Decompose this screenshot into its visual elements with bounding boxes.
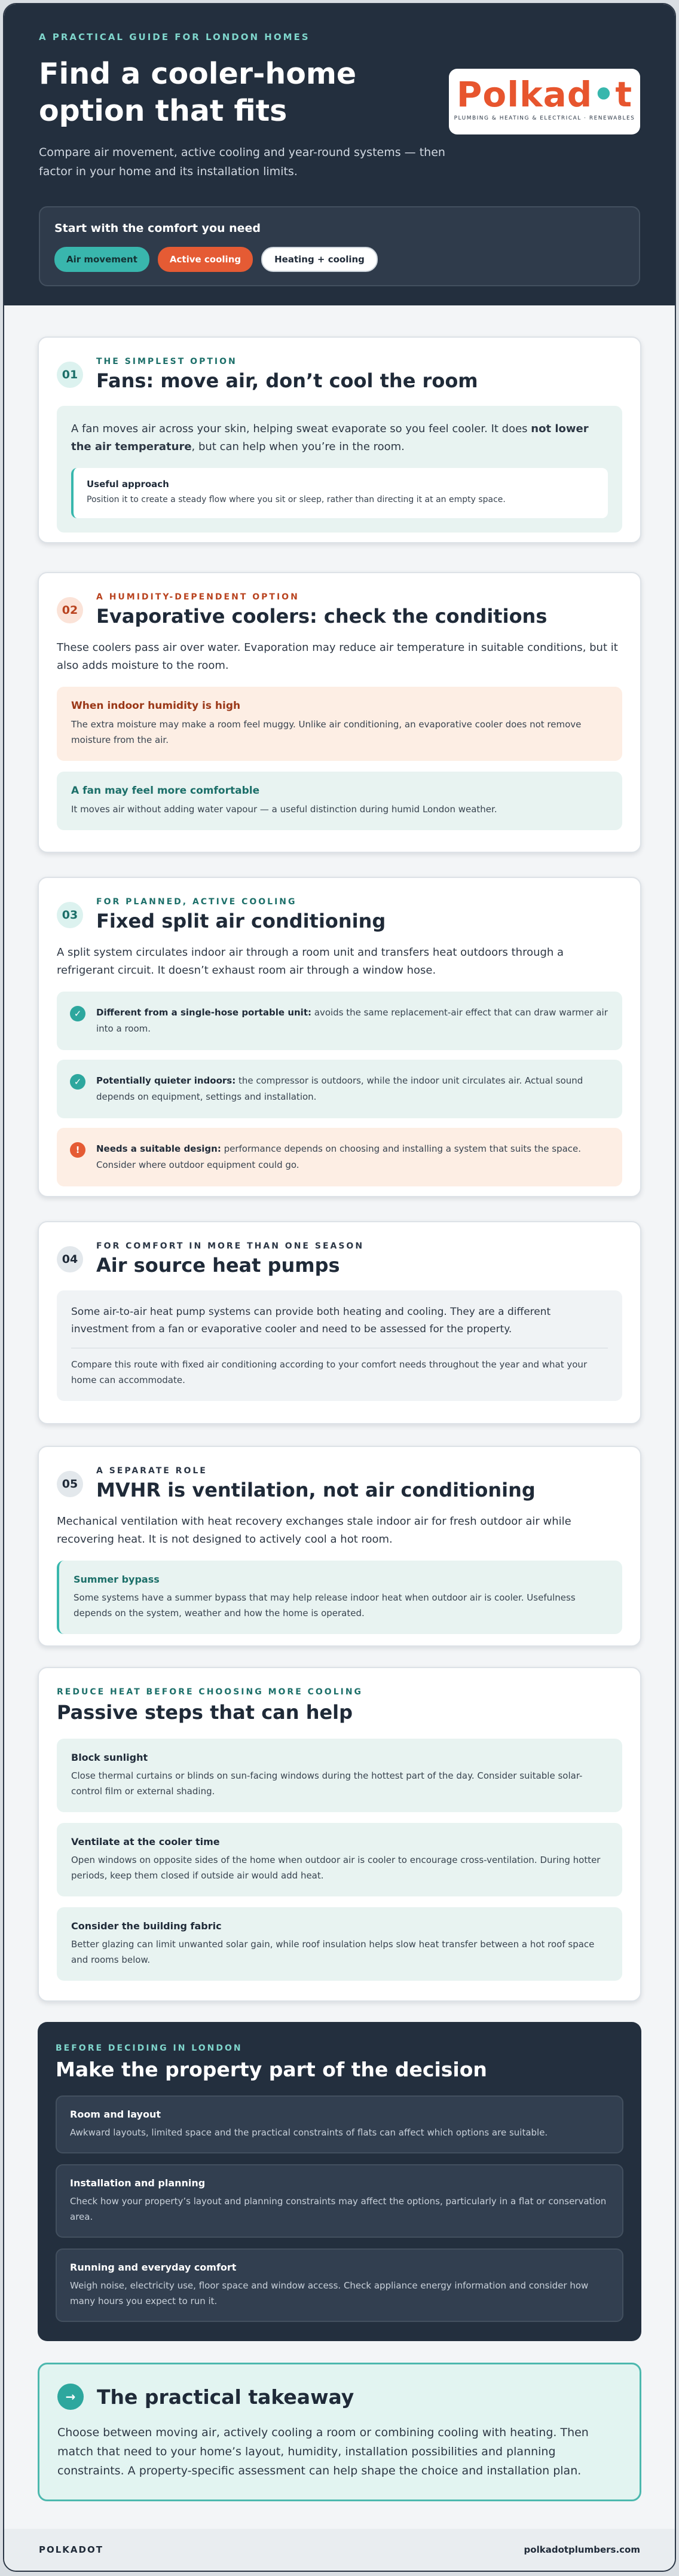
evap-alt-box [57, 772, 622, 830]
arrow-right-icon: → [57, 2384, 84, 2410]
card-london-decision [38, 2022, 641, 2341]
step-number: 04 [57, 1246, 83, 1272]
heatpump-divider [71, 1348, 608, 1388]
comfort-selector [39, 206, 640, 286]
card-passive-steps [38, 1667, 641, 2002]
item-title: Block sunlight [71, 1752, 148, 1763]
item-text: Awkward layouts, limited space and the practical constraints of flats can affect which options are suitable. [70, 2127, 548, 2138]
item-text: Check how your property’s layout and planning constraints may affect the options, particularly in a flat or conservation area. [70, 2196, 607, 2222]
step-number: 01 [57, 362, 83, 388]
card-eyebrow: FOR PLANNED, ACTIVE COOLING [96, 897, 297, 907]
item-text: Open windows on opposite sides of the home when outdoor air is cooler to encourage cross-ventilation. During hotter periods, keep them closed if outside air would add heat. [71, 1855, 601, 1881]
warning-title: When indoor humidity is high [71, 700, 241, 712]
card-title: Passive steps that can help [57, 1701, 353, 1724]
card-takeaway [38, 2363, 641, 2501]
london-item [56, 2095, 623, 2153]
step-number: 05 [57, 1471, 83, 1497]
logo-dot-icon: • [592, 74, 616, 115]
tip-text: Position it to create a steady flow where you sit or sleep, rather than directing it at an empty space. [87, 495, 506, 504]
card-split-ac [38, 877, 641, 1197]
split-intro: A split system circulates indoor air through a room unit and transfers heat outdoors through a refrigerant circuit. It doesn’t exhaust room air through a window hose. [57, 946, 564, 977]
polkadot-logo[interactable] [449, 69, 640, 134]
step-number: 03 [57, 902, 83, 928]
card-title: Fixed split air conditioning [96, 910, 386, 932]
heatpump-text: Some air-to-air heat pump systems can provide both heating and cooling. They are a different investment from a fan or evaporative cooler and need to be assessed for the property. [71, 1306, 551, 1335]
evap-intro: These coolers pass air over water. Evaporation may reduce air temperature in suitable conditions, but it also adds moisture to the room. [57, 641, 618, 672]
logo-tagline: PLUMBING & HEATING & ELECTRICAL · RENEWABLES [454, 115, 635, 121]
fans-text: A fan moves air across your skin, helping sweat evaporate so you feel cooler. It does not lower the air temperature, but can help when you’re in the room. [71, 423, 589, 453]
passive-item [57, 1823, 622, 1896]
tip-title: Useful approach [87, 479, 169, 489]
page-title: Find a cooler-home option that fits [39, 57, 357, 128]
passive-item [57, 1907, 622, 1981]
split-point [57, 992, 622, 1050]
card-evaporative [38, 572, 641, 853]
card-title: Make the property part of the decision [56, 2058, 487, 2081]
comfort-title: Start with the comfort you need [54, 222, 261, 235]
item-text: Weigh noise, electricity use, floor space and window access. Check appliance energy information and consider how many hours you expect to run it. [70, 2280, 589, 2306]
alt-text: It moves air without adding water vapour — a useful distinction during humid London weather. [71, 804, 497, 815]
evap-warning-box [57, 687, 622, 761]
check-icon: ✓ [70, 1006, 85, 1021]
london-item [56, 2248, 623, 2322]
fans-tip [71, 468, 608, 518]
card-title: MVHR is ventilation, not air conditioning [96, 1479, 536, 1501]
item-title: Ventilate at the cooler time [71, 1836, 220, 1847]
item-title: Running and everyday comfort [70, 2262, 237, 2273]
page-frame [3, 3, 676, 2572]
split-point [57, 1128, 622, 1186]
card-head [57, 592, 622, 628]
card-eyebrow: BEFORE DECIDING IN LONDON [56, 2043, 243, 2053]
london-item [56, 2164, 623, 2238]
card-fans [38, 336, 641, 543]
pill-air-movement[interactable]: Air movement [54, 247, 149, 272]
takeaway-text: Choose between moving air, actively cooling a room or combining cooling with heating. Then match that need to your home’s layout, humidity, installation possibilities and planning constraints. A property-specific assessment can help shape the choice and installation plan. [57, 2426, 589, 2477]
warning-text: The extra moisture may make a room feel muggy. Unlike air conditioning, an evaporative cooler does not remove moisture from the air. [71, 719, 582, 745]
card-head [57, 897, 622, 933]
card-head [57, 1241, 622, 1277]
fans-info-box [57, 406, 622, 533]
card-head [57, 357, 622, 393]
tip-title: Summer bypass [74, 1574, 160, 1585]
heatpump-note: Compare this route with fixed air conditioning according to your comfort needs throughout the year and what your home can accommodate. [71, 1359, 588, 1385]
point-text: Potentially quieter indoors: the compressor is outdoors, while the indoor unit circulates air. Actual sound depends on equipment, settings and installation. [96, 1075, 583, 1102]
pill-heating-cooling[interactable]: Heating + cooling [261, 247, 378, 272]
point-text: Different from a single-hose portable unit: avoids the same replacement-air effect that can draw warmer air into a room. [96, 1007, 608, 1034]
card-head [57, 1466, 622, 1502]
card-mvhr [38, 1446, 641, 1647]
step-number: 02 [57, 597, 83, 623]
mvhr-intro: Mechanical ventilation with heat recovery exchanges stale indoor air for fresh outdoor air while recovering heat. It is not designed to actively cool a hot room. [57, 1515, 571, 1546]
hero-eyebrow: A PRACTICAL GUIDE FOR LONDON HOMES [39, 32, 310, 42]
item-title: Room and layout [70, 2109, 161, 2120]
check-icon: ✓ [70, 1074, 85, 1090]
tip-text: Some systems have a summer bypass that may help release indoor heat when outdoor air is cooler. Usefulness depends on the system, weather and how the home is operated. [74, 1592, 576, 1619]
split-point [57, 1060, 622, 1118]
pill-active-cooling[interactable]: Active cooling [158, 247, 253, 272]
card-eyebrow: THE SIMPLEST OPTION [96, 357, 237, 366]
item-text: Better glazing can limit unwanted solar gain, while roof insulation helps slow heat transfer between a hot roof space and rooms below. [71, 1939, 595, 1965]
comfort-pills [54, 247, 625, 272]
item-text: Close thermal curtains or blinds on sun-facing windows during the hottest part of the day. Consider suitable solar-control film or external shading. [71, 1770, 583, 1797]
card-heat-pumps [38, 1221, 641, 1424]
card-title: Fans: move air, don’t cool the room [96, 369, 478, 392]
hero-lede: Compare air movement, active cooling and year-round systems — then factor in your home and its installation limits. [39, 146, 445, 178]
logo-wordmark: Polkad•t [456, 74, 633, 115]
mvhr-tip [57, 1561, 622, 1634]
hero-header [4, 4, 675, 305]
card-eyebrow: A SEPARATE ROLE [96, 1466, 207, 1476]
card-title: The practical takeaway [97, 2385, 354, 2409]
card-title: Air source heat pumps [96, 1254, 340, 1277]
footer-site-link[interactable]: polkadotplumbers.com [524, 2544, 640, 2555]
card-eyebrow: A HUMIDITY-DEPENDENT OPTION [96, 592, 299, 602]
heatpump-box [57, 1290, 622, 1401]
alt-title: A fan may feel more comfortable [71, 785, 260, 797]
page-footer [4, 2529, 675, 2571]
item-title: Installation and planning [70, 2177, 206, 2189]
point-text: Needs a suitable design: performance depends on choosing and installing a system that suits the space. Consider where outdoor equipment could go. [96, 1143, 582, 1170]
card-eyebrow: FOR COMFORT IN MORE THAN ONE SEASON [96, 1241, 365, 1251]
card-head [57, 2384, 622, 2410]
warning-icon: ! [70, 1142, 85, 1158]
card-title: Evaporative coolers: check the conditions [96, 605, 548, 628]
item-title: Consider the building fabric [71, 1920, 222, 1932]
footer-brand: POLKADOT [39, 2544, 103, 2555]
passive-item [57, 1739, 622, 1812]
card-eyebrow: REDUCE HEAT BEFORE CHOOSING MORE COOLING [57, 1687, 363, 1697]
